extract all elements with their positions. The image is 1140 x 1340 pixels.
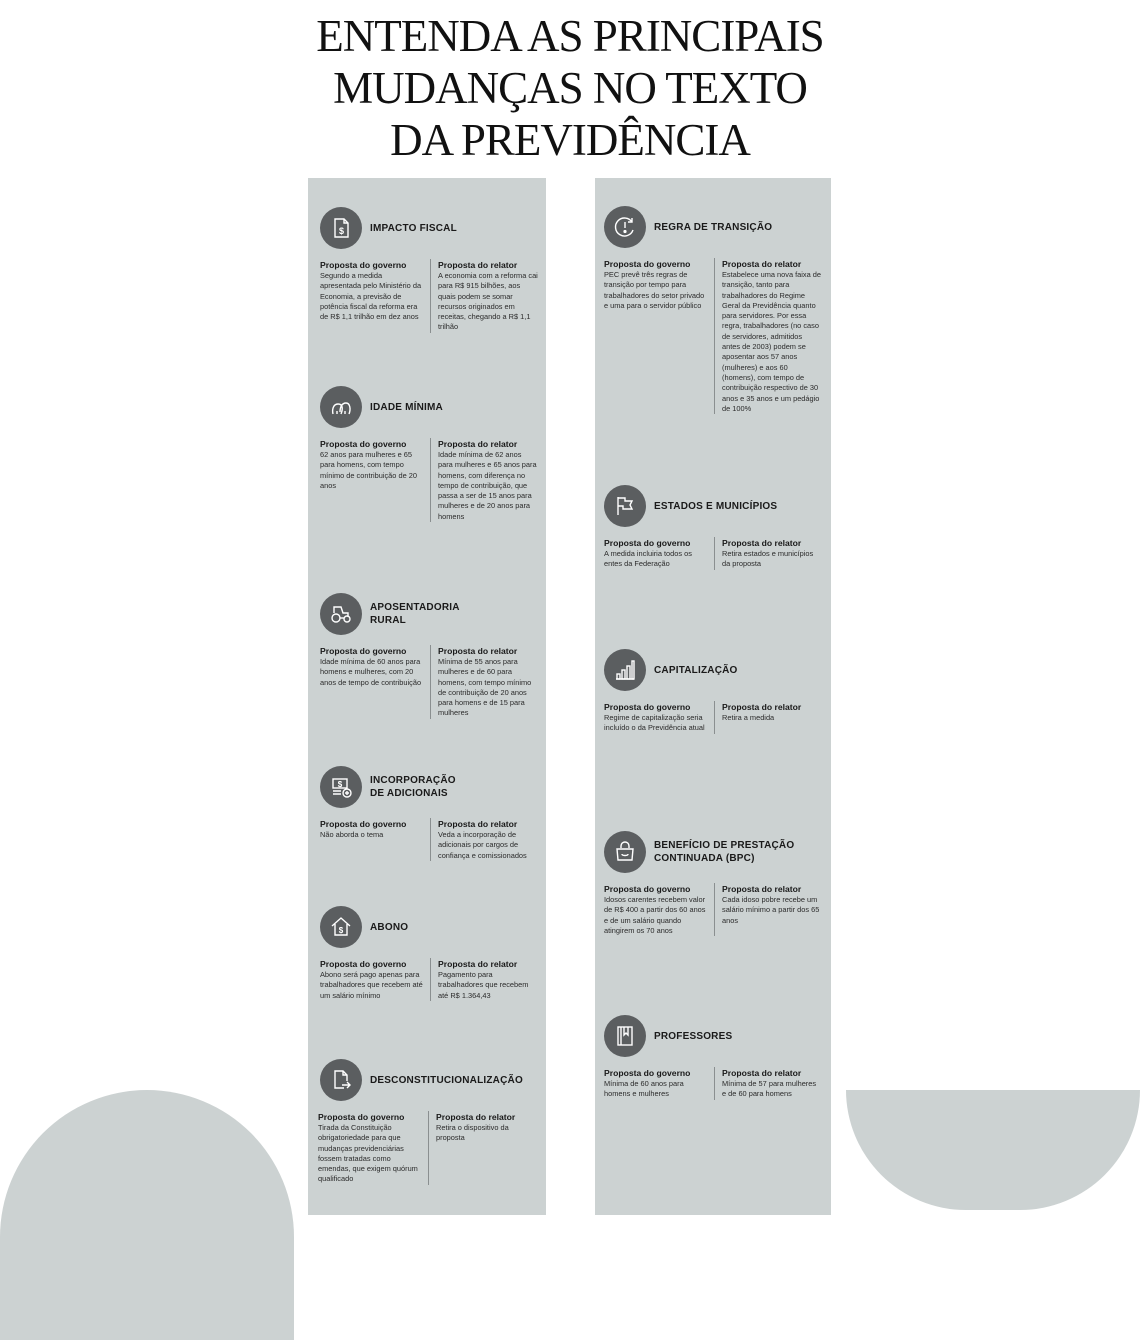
rapporteur-proposal (715, 1067, 822, 1100)
rapporteur-proposal-heading: Proposta do relator (438, 260, 518, 270)
government-proposal-heading: Proposta do governo (320, 959, 407, 969)
rapporteur-proposal-heading: Proposta do relator (722, 884, 802, 894)
rapporteur-proposal-heading: Proposta do relator (722, 702, 802, 712)
government-proposal-text: Segundo a medida apresentada pelo Ministério da Economia, a previsão de potência fiscal da reforma era de R$ 1,1 trilhão em dez anos (320, 271, 422, 322)
government-proposal (320, 818, 431, 861)
book-icon (604, 1015, 646, 1057)
government-proposal (320, 958, 431, 1001)
rapporteur-proposal-heading: Proposta do relator (722, 1068, 802, 1078)
rapporteur-proposal-text: A economia com a reforma cai para R$ 915 bilhões, aos quais podem se somar recursos originados em receitas, chegando a R$ 1,1 trilhão (438, 271, 538, 332)
government-proposal (604, 1067, 715, 1100)
clock-alert-icon (604, 206, 646, 248)
people-heads-icon (320, 386, 362, 428)
government-proposal-heading: Proposta do governo (604, 702, 691, 712)
rapporteur-proposal-heading: Proposta do relator (436, 1112, 516, 1122)
rapporteur-proposal-text: Retira o dispositivo da proposta (436, 1123, 509, 1143)
decorative-semicircle-left (0, 1090, 294, 1340)
rapporteur-proposal-text: Retira a medida (722, 713, 775, 722)
government-proposal-text: A medida incluiria todos os entes da Federação (604, 549, 692, 569)
rapporteur-proposal-text: Mínima de 57 para mulheres e de 60 para homens (722, 1079, 817, 1099)
government-proposal-text: 62 anos para mulheres e 65 para homens, com tempo mínimo de contribuição de 20 anos (320, 450, 417, 490)
rapporteur-proposal-text: Estabelece uma nova faixa de transição, tanto para trabalhadores do Regime Geral da Previdência quanto para servidores. Por essa regra, trabalhadores (no caso de servidores, admitidos antes de 2003) podem se aposentar aos 57 anos (mulheres) e aos 60 (homens), com tempo de contribuição respectivo de 30 anos e 35 anos e um pedágio de 100% (722, 270, 822, 413)
rapporteur-proposal-text: Pagamento para trabalhadores que recebem até R$ 1.364,43 (438, 970, 529, 1000)
rapporteur-proposal-heading: Proposta do relator (438, 439, 518, 449)
section-incorporacao-adicionais (320, 765, 538, 861)
section-capitalizacao (604, 648, 822, 734)
rapporteur-proposal (715, 701, 822, 734)
document-dollar-icon (320, 207, 362, 249)
section-estados-municipios (604, 484, 822, 570)
section-title: PROFESSORES (654, 1030, 733, 1042)
rapporteur-proposal (431, 958, 538, 1001)
government-proposal-heading: Proposta do governo (320, 819, 407, 829)
government-proposal-heading: Proposta do governo (320, 260, 407, 270)
right-column (595, 178, 831, 1215)
section-aposentadoria-rural (320, 592, 538, 719)
rapporteur-proposal (715, 537, 822, 570)
document-arrow-icon (320, 1059, 362, 1101)
decorative-semicircle-right (846, 1090, 1140, 1210)
government-proposal-heading: Proposta do governo (604, 538, 691, 548)
rapporteur-proposal-heading: Proposta do relator (438, 959, 518, 969)
government-proposal-heading: Proposta do governo (320, 646, 407, 656)
government-proposal-text: Regime de capitalização seria incluído o da Previdência atual (604, 713, 705, 733)
rapporteur-proposal-text: Veda a incorporação de adicionais por cargos de confiança e comissionados (438, 830, 527, 860)
section-title: ESTADOS E MUNICÍPIOS (654, 500, 778, 512)
government-proposal (318, 1111, 429, 1185)
svg-text:$: $ (337, 780, 343, 789)
rapporteur-proposal-text: Cada idoso pobre recebe um salário mínimo a partir dos 65 anos (722, 895, 820, 925)
section-impacto-fiscal (320, 206, 538, 333)
bar-chart-icon (604, 649, 646, 691)
section-title: APOSENTADORIA RURAL (370, 602, 460, 626)
section-idade-minima (320, 385, 538, 522)
bag-icon (604, 831, 646, 873)
left-column (308, 178, 546, 1215)
section-title: IMPACTO FISCAL (370, 222, 457, 234)
government-proposal (604, 537, 715, 570)
government-proposal-text: Não aborda o tema (320, 830, 384, 839)
government-proposal-text: PEC prevê três regras de transição por tempo para trabalhadores do setor privado e uma para o servidor público (604, 270, 705, 310)
svg-text:$: $ (338, 926, 344, 935)
rapporteur-proposal-heading: Proposta do relator (722, 259, 802, 269)
rapporteur-proposal-heading: Proposta do relator (722, 538, 802, 548)
rapporteur-proposal-text: Mínima de 55 anos para mulheres e de 60 para homens, com tempo mínimo de contribuição de 20 anos para homens e de 15 para mulheres (438, 657, 532, 718)
government-proposal-heading: Proposta do governo (604, 1068, 691, 1078)
government-proposal-text: Idosos carentes recebem valor de R$ 400 a partir dos 60 anos e de um salário quando atingirem os 70 anos (604, 895, 706, 935)
section-professores (604, 1014, 822, 1100)
page-title: ENTENDA AS PRINCIPAIS MUDANÇAS NO TEXTO DA PREVIDÊNCIA (316, 11, 824, 165)
government-proposal-heading: Proposta do governo (318, 1112, 405, 1122)
rapporteur-proposal (715, 883, 822, 936)
section-title: BENEFÍCIO DE PRESTAÇÃO CONTINUADA (BPC) (654, 840, 795, 864)
section-title: REGRA DE TRANSIÇÃO (654, 221, 773, 233)
rapporteur-proposal (429, 1111, 536, 1185)
government-proposal (320, 438, 431, 522)
government-proposal (604, 701, 715, 734)
government-proposal (604, 883, 715, 936)
rapporteur-proposal (431, 438, 538, 522)
government-proposal-text: Idade mínima de 60 anos para homens e mulheres, com 20 anos de tempo de contribuição (320, 657, 422, 687)
rapporteur-proposal (715, 258, 822, 414)
government-proposal-text: Mínima de 60 anos para homens e mulheres (604, 1079, 684, 1099)
rapporteur-proposal (431, 645, 538, 719)
rapporteur-proposal (431, 818, 538, 861)
money-plus-icon (320, 766, 362, 808)
section-title: ABONO (370, 921, 409, 933)
rapporteur-proposal-text: Retira estados e municípios da proposta (722, 549, 814, 569)
government-proposal-heading: Proposta do governo (320, 439, 407, 449)
rapporteur-proposal-text: Idade mínima de 62 anos para mulheres e 65 anos para homens, com diferença no tempo de contribuição, que passa a ser de 15 anos para mulheres e de 20 anos para homens (438, 450, 537, 521)
rapporteur-proposal-heading: Proposta do relator (438, 646, 518, 656)
section-abono (320, 905, 538, 1001)
section-regra-de-transicao (604, 205, 822, 414)
section-title: DESCONSTITUCIONALIZAÇÃO (370, 1074, 523, 1086)
section-desconstitucionalizacao (318, 1058, 536, 1185)
rapporteur-proposal-heading: Proposta do relator (438, 819, 518, 829)
house-dollar-icon (320, 906, 362, 948)
section-title: INCORPORAÇÃO DE ADICIONAIS (370, 775, 456, 799)
government-proposal-text: Abono será pago apenas para trabalhadores que recebem até um salário mínimo (320, 970, 423, 1000)
section-title: CAPITALIZAÇÃO (654, 664, 738, 676)
rapporteur-proposal (431, 259, 538, 333)
government-proposal (320, 259, 431, 333)
flag-icon (604, 485, 646, 527)
section-title: IDADE MÍNIMA (370, 401, 443, 413)
tractor-icon (320, 593, 362, 635)
government-proposal (604, 258, 715, 414)
government-proposal-text: Tirada da Constituição obrigatoriedade para que mudanças previdenciárias fossem tratadas como emendas, que exigem quórum qualificado (318, 1123, 418, 1184)
government-proposal-heading: Proposta do governo (604, 259, 691, 269)
government-proposal (320, 645, 431, 719)
section-bpc (604, 830, 822, 936)
government-proposal-heading: Proposta do governo (604, 884, 691, 894)
svg-text:$: $ (338, 226, 345, 236)
